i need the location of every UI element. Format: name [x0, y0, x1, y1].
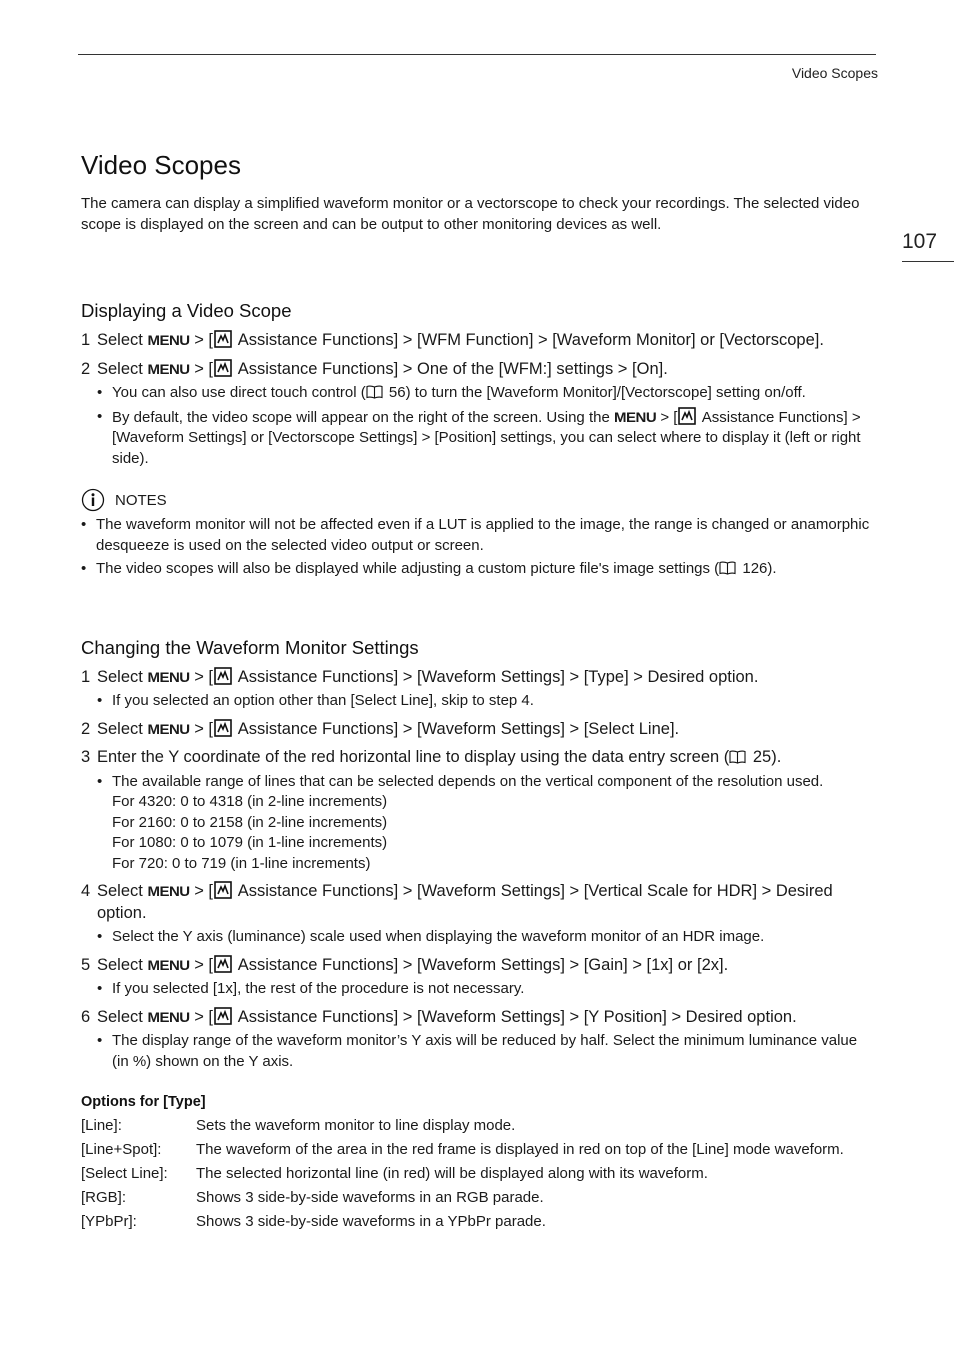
step-number: 2	[81, 719, 91, 738]
step-3-bullets	[81, 772, 877, 875]
book-icon	[729, 750, 746, 764]
option-definition: Shows 3 side-by-side waveforms in an RGB parade.	[196, 1188, 544, 1206]
step-text: Select MENU > [ Assistance Functions] > [Waveform Settings] > [Y Position] > Desired option.	[97, 1007, 797, 1026]
section-heading: Displaying a Video Scope	[81, 300, 292, 321]
header-rule	[78, 54, 876, 55]
option-definition: Sets the waveform monitor to line display mode.	[196, 1116, 516, 1134]
option-row	[81, 1212, 877, 1233]
section-displaying	[81, 299, 877, 580]
menu-icon: MENU	[147, 883, 190, 900]
notes-header	[81, 488, 877, 512]
menu-icon: MENU	[147, 1008, 190, 1026]
step-4-bullets	[81, 927, 877, 948]
step-text: Select MENU > [ Assistance Functions] > [Waveform Settings] > [Vertical Scale for HDR] > Desired option.	[97, 882, 833, 922]
note-item: • The video scopes will also be displayed while adjusting a custom picture file's image settings ( 126).	[81, 559, 877, 580]
step-number: 6	[81, 1007, 91, 1026]
menu-icon: MENU	[147, 360, 190, 378]
range-line: For 1080: 0 to 1079 (in 1-line increments)	[112, 834, 388, 851]
option-term: [RGB]:	[81, 1188, 127, 1206]
step-6-bullets	[81, 1031, 877, 1072]
step-number: 1	[81, 331, 91, 349]
section-heading: Changing the Waveform Monitor Settings	[81, 636, 419, 658]
option-definition: The waveform of the area in the red frame is displayed in red on top of the [Line] mode waveform.	[196, 1140, 844, 1158]
note-item: • The waveform monitor will not be affected even if a LUT is applied to the image, the range is changed or anamorphic desqueeze is used on the selected video output or screen.	[81, 515, 877, 556]
step-2-bullets	[81, 383, 877, 469]
menu-icon: MENU	[147, 668, 190, 686]
options-heading: Options for [Type]	[81, 1094, 206, 1110]
book-icon	[366, 385, 383, 399]
option-definition: Shows 3 side-by-side waveforms in a YPbPr parade.	[196, 1212, 546, 1230]
assistance-functions-icon	[214, 955, 232, 973]
bullet-item: • By default, the video scope will appear on the right of the screen. Using the MENU > [ Assistance Functions] > [Waveform Settings] or [Vectorscope Settings] > [Position] settings, you can select where to display it (left or right side).	[81, 407, 877, 470]
bullet-item: • Select the Y axis (luminance) scale used when displaying the waveform monitor of an HDR image.	[81, 927, 877, 948]
step-5-bullets	[81, 979, 877, 1000]
bullet-item: • The display range of the waveform monitor’s Y axis will be reduced by half. Select the minimum luminance value (in %) shown on the Y axis.	[81, 1031, 877, 1072]
option-term: [Select Line]:	[81, 1164, 168, 1182]
step-text: Select MENU > [ Assistance Functions] > [WFM Function] > [Waveform Monitor] or [Vectorscope].	[97, 331, 824, 349]
step-number: 4	[81, 882, 91, 900]
range-line: For 720: 0 to 719 (in 1-line increments)	[112, 854, 371, 872]
book-icon	[719, 561, 736, 575]
step-2	[81, 719, 877, 741]
menu-icon: MENU	[147, 332, 190, 349]
step-number: 3	[81, 748, 91, 766]
bullet-item: • If you selected an option other than [Select Line], skip to step 4.	[81, 691, 877, 712]
menu-icon: MENU	[147, 956, 190, 974]
option-row	[81, 1188, 877, 1209]
step-1-bullets	[81, 691, 877, 712]
intro-paragraph: The camera can display a simplified waveform monitor or a vectorscope to check your recordings. The selected video scope is displayed on the screen and can be output to other monitoring devices as well.	[81, 195, 860, 233]
assistance-functions-icon	[214, 667, 232, 685]
bullet-item: • If you selected [1x], the rest of the procedure is not necessary.	[81, 979, 877, 1000]
step-number: 1	[81, 667, 91, 686]
range-line: For 4320: 0 to 4318 (in 2-line increments)	[112, 793, 388, 810]
step-text: Select MENU > [ Assistance Functions] > One of the [WFM:] settings > [On].	[97, 359, 668, 378]
assistance-functions-icon	[214, 719, 232, 737]
step-text: Select MENU > [ Assistance Functions] > [Waveform Settings] > [Type] > Desired option.	[97, 667, 759, 686]
bullet-item: • The available range of lines that can be selected depends on the vertical component of the resolution used. For 4320: 0 to 4318 (in 2-line increments) For 2160: 0 to 2158 (in 2-line increments) For 1080: 0 to 1079 (in 1-line increments) For 720: 0 to 719 (in 1-line increments)	[81, 772, 877, 875]
option-term: [Line]:	[81, 1116, 122, 1134]
assistance-functions-icon	[678, 407, 696, 425]
running-head: Video Scopes	[791, 65, 878, 81]
step-text: Select MENU > [ Assistance Functions] > [Waveform Settings] > [Select Line].	[97, 719, 680, 738]
option-definition: The selected horizontal line (in red) will be displayed along with its waveform.	[196, 1164, 708, 1182]
step-number: 5	[81, 955, 91, 974]
range-line: For 2160: 0 to 2158 (in 2-line increments)	[112, 813, 388, 831]
section-changing	[81, 636, 877, 1233]
step-2	[81, 359, 877, 381]
assistance-functions-icon	[214, 359, 232, 377]
assistance-functions-icon	[214, 881, 232, 899]
step-number: 2	[81, 359, 91, 378]
step-text: Enter the Y coordinate of the red horizontal line to display using the data entry screen ( 25).	[97, 748, 782, 766]
option-row	[81, 1164, 877, 1185]
notes-list	[81, 515, 877, 580]
notes-label: NOTES	[115, 491, 167, 509]
option-row	[81, 1140, 877, 1161]
page-number-rule	[902, 261, 954, 262]
assistance-functions-icon	[214, 330, 232, 348]
assistance-functions-icon	[214, 1007, 232, 1025]
menu-icon: MENU	[613, 408, 657, 426]
page-content	[81, 148, 877, 1232]
menu-icon: MENU	[147, 720, 190, 738]
option-term: [Line+Spot]:	[81, 1140, 162, 1158]
page-number: 107	[902, 230, 938, 253]
page-title: Video Scopes	[81, 150, 241, 180]
bullet-item: • You can also use direct touch control ( 56) to turn the [Waveform Monitor]/[Vectorscope] setting on/off.	[81, 383, 877, 404]
info-icon	[81, 488, 105, 512]
step-4	[81, 881, 877, 924]
step-3	[81, 747, 877, 769]
step-1	[81, 667, 877, 689]
step-1	[81, 330, 877, 352]
options-table	[81, 1116, 877, 1233]
step-6	[81, 1007, 877, 1029]
option-term: [YPbPr]:	[81, 1212, 137, 1230]
option-row	[81, 1116, 877, 1137]
step-5	[81, 955, 877, 977]
step-text: Select MENU > [ Assistance Functions] > [Waveform Settings] > [Gain] > [1x] or [2x].	[97, 955, 729, 974]
